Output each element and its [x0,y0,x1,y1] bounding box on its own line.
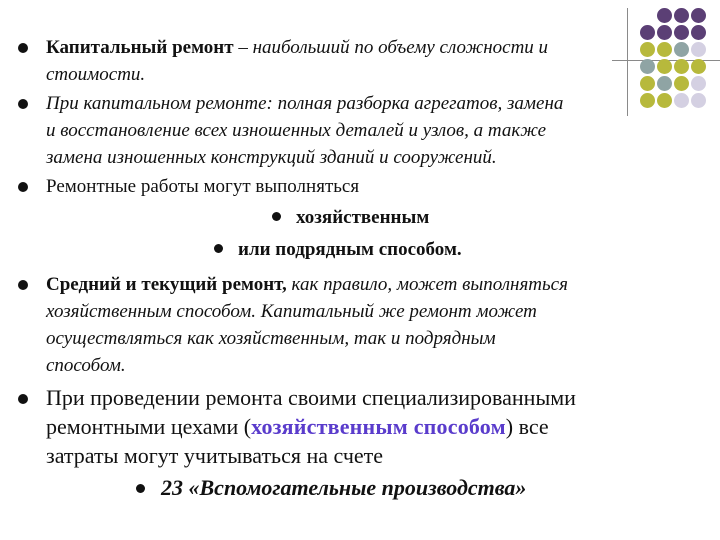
decor-dot [674,93,689,108]
sub-bullet-icon [214,244,223,253]
item4-line3: осуществляться как хозяйственным, так и подрядным [46,328,496,349]
bullet-icon [18,280,28,290]
decor-dot [657,59,672,74]
item1-line1 [46,34,548,61]
decor-dot [657,93,672,108]
item2-line3: замена изношенных конструкций зданий и сооружений. [46,147,497,168]
item5-line3: затраты могут учитываться на счете [46,443,384,468]
decor-dot [691,42,706,57]
item5-line2 [46,412,549,442]
sub-bullet-icon [136,484,145,493]
item1-line2: стоимости. [46,64,146,85]
decor-dot [657,8,672,23]
bullet-icon [18,182,28,192]
item5-sub1: 23 «Вспомогательные производства» [161,475,527,500]
decor-dot [674,76,689,91]
decor-dot [674,59,689,74]
item4-rest: как правило, может выполняться [286,274,568,295]
item4-line4: способом. [46,355,126,376]
item3-sub1: хозяйственным [296,207,430,228]
decor-dot [691,76,706,91]
decor-vertical-line [627,8,628,116]
item5-line2-pre: ремонтными цехами ( [46,414,252,439]
item4-line1 [46,271,568,298]
decor-dot [640,59,655,74]
decor-dot [657,76,672,91]
decor-dot [691,59,706,74]
bullet-icon [18,394,28,404]
decor-dot [640,93,655,108]
decor-dot [691,25,706,40]
item5-highlight: хозяйственным способом [251,414,506,439]
decor-dot [640,25,655,40]
decor-dot [674,42,689,57]
item4-term: Средний и текущий ремонт, [46,274,287,295]
decor-dot [640,42,655,57]
decor-dot [657,42,672,57]
decor-dot [691,8,706,23]
item1-sep: – [233,37,253,58]
item1-term: Капитальный ремонт [46,37,234,58]
item5-line1: При проведении ремонта своими специализированными [46,385,576,410]
bullet-icon [18,99,28,109]
bullet-icon [18,43,28,53]
decor-dot-grid [640,8,720,108]
decor-dot [674,25,689,40]
item5-line2-post: ) все [505,414,549,439]
item2-line2: и восстановление всех изношенных деталей и узлов, а также [46,120,547,141]
item3-line1: Ремонтные работы могут выполняться [46,176,360,197]
decor-dot [691,93,706,108]
sub-bullet-icon [272,212,281,221]
decor-dot [640,76,655,91]
item3-sub2: или подрядным способом. [238,239,462,260]
item4-line2: хозяйственным способом. Капитальный же ремонт может [46,301,537,322]
decor-dot [674,8,689,23]
decor-dot [657,25,672,40]
item2-line1: При капитальном ремонте: полная разборка агрегатов, замена [46,93,564,114]
item1-rest: наибольший по объему сложности и [252,37,549,58]
